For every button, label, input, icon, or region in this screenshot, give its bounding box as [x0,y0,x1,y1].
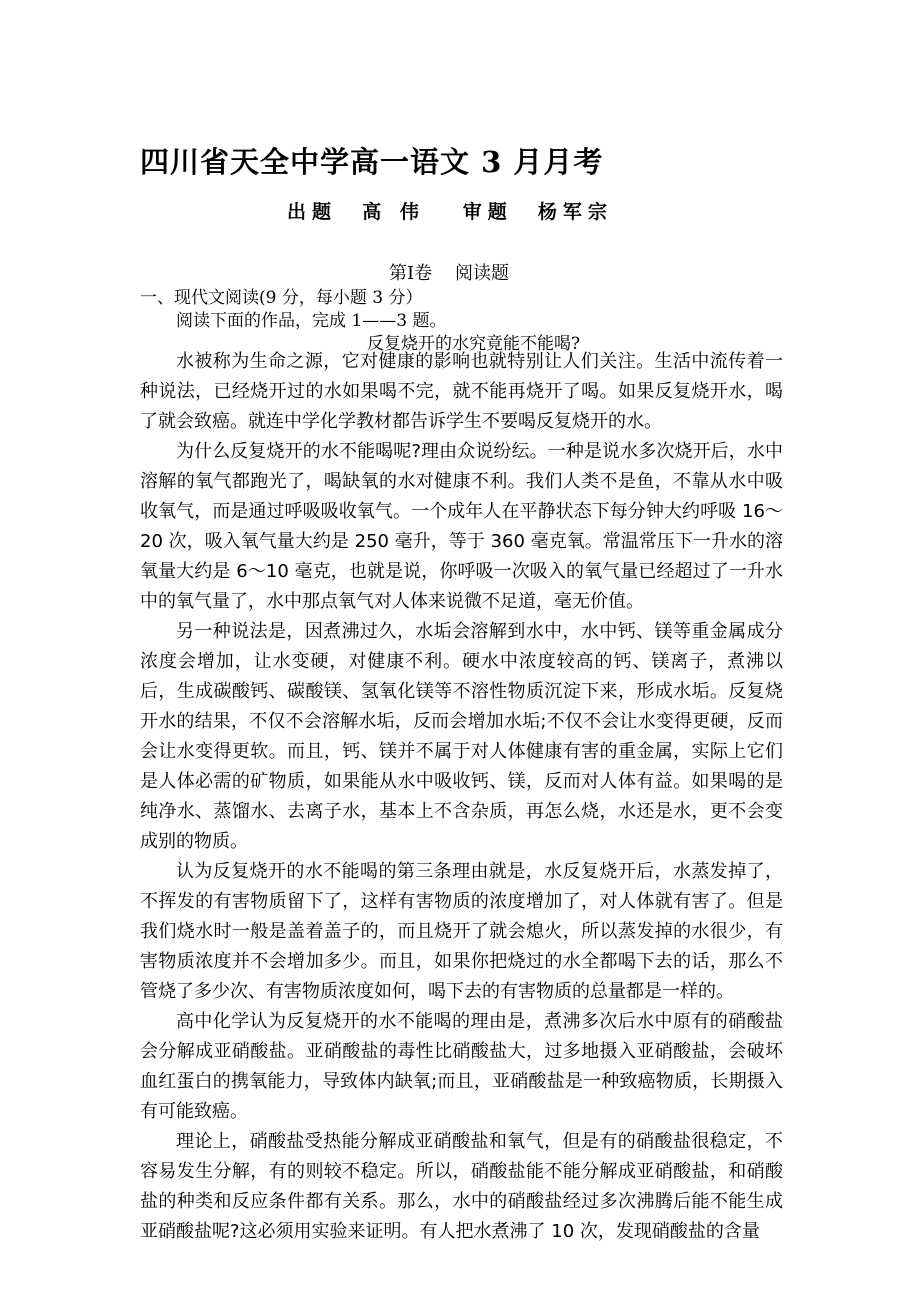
instruction-text: 阅读下面的作品，完成 1——3 题。 [176,311,447,331]
paragraph-6: 理论上，硝酸盐受热能分解成亚硝酸盐和氧气，但是有的硝酸盐很稳定，不容易发生分解，有的则较不稳定。所以，硝酸盐能不能分解成亚硝酸盐，和硝酸盐的种类和反应条件都有关系。那么，水中的硝酸盐经过多次沸腾后能不能生成亚硝酸盐呢?这必须用实验来证明。有人把水煮沸了 10 次，发现硝酸盐的含量 [140,1131,783,1242]
author-credits: 出题 高 伟 审题 杨军宗 [287,201,613,223]
part-heading: 一、现代文阅读(9 分，每小题 3 分） [140,288,423,308]
paragraph-1: 水被称为生命之源，它对健康的影响也就特别让人们关注。生活中流传着一种说法，已经烧开过的水如果喝不完，就不能再烧开了喝。如果反复烧开水，喝了就会致癌。就连中学化学教材都告诉学生不要喝反复烧开的水。 [140,351,783,432]
article-body [140,347,783,1247]
paragraph-2: 为什么反复烧开的水不能喝呢?理由众说纷纭。一种是说水多次烧开后，水中溶解的氧气都跑光了，喝缺氧的水对健康不利。我们人类不是鱼，不靠从水中吸收氧气，而是通过呼吸吸收氧气。一个成年人在平静状态下每分钟大约呼吸 16～20 次，吸入氧气量大约是 250 毫升，等于 360 毫克氧。常温常压下一升水的溶氧量大约是 6～10 毫克，也就是说，你呼吸一次吸入的氧气量已经超过了一升水中的氧气量了，水中那点氧气对人体来说微不足道，毫无价值。 [140,441,783,612]
section-heading: 第Ⅰ卷 阅读题 [389,263,509,284]
paragraph-3: 另一种说法是，因煮沸过久，水垢会溶解到水中，水中钙、镁等重金属成分浓度会增加，让水变硬，对健康不利。硬水中浓度较高的钙、镁离子，煮沸以后，生成碳酸钙、碳酸镁、氢氧化镁等不溶性物质沉淀下来，形成水垢。反复烧开水的结果，不仅不会溶解水垢，反而会增加水垢;不仅不会让水变得更硬，反而会让水变得更软。而且，钙、镁并不属于对人体健康有害的重金属，实际上它们是人体必需的矿物质，如果能从水中吸收钙、镁，反而对人体有益。如果喝的是纯净水、蒸馏水、去离子水，基本上不含杂质，再怎么烧，水还是水，更不会变成别的物质。 [140,621,783,852]
page-title: 四川省天全中学高一语文 3 月月考 [140,145,604,179]
paragraph-5: 高中化学认为反复烧开的水不能喝的理由是，煮沸多次后水中原有的硝酸盐会分解成亚硝酸盐。亚硝酸盐的毒性比硝酸盐大，过多地摄入亚硝酸盐，会破坏血红蛋白的携氧能力，导致体内缺氧;而且，亚硝酸盐是一种致癌物质，长期摄入有可能致癌。 [140,1011,783,1122]
paragraph-4: 认为反复烧开的水不能喝的第三条理由就是，水反复烧开后，水蒸发掉了，不挥发的有害物质留下了，这样有害物质的浓度增加了，对人体就有害了。但是我们烧水时一般是盖着盖子的，而且烧开了就会熄火，所以蒸发掉的水很少，有害物质浓度并不会增加多少。而且，如果你把烧过的水全都喝下去的话，那么不管烧了多少次、有害物质浓度如何，喝下去的有害物质的总量都是一样的。 [140,861,783,1002]
article-title: 反复烧开的水究竟能不能喝? [367,334,581,354]
